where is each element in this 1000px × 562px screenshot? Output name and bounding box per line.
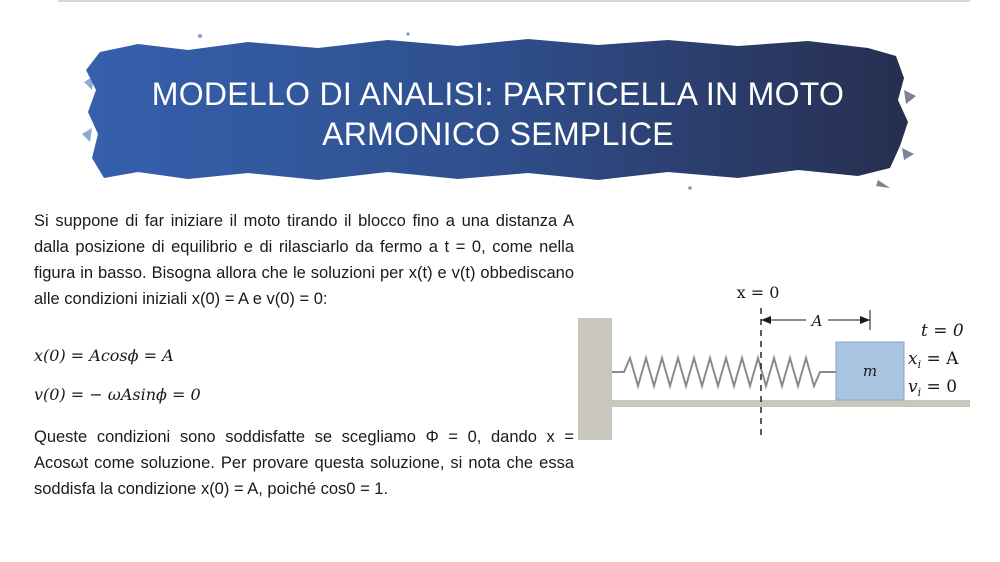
floor	[612, 400, 970, 407]
condition-position-val: = A	[921, 349, 959, 369]
equilibrium-label: x = 0	[736, 283, 780, 302]
condition-velocity-val: = 0	[921, 377, 958, 397]
condition-position-var: x	[908, 349, 918, 369]
condition-velocity-var: v	[908, 377, 918, 397]
spring-block-figure	[578, 278, 970, 448]
amplitude-arrow-left-head	[761, 316, 771, 324]
title-banner	[78, 30, 918, 190]
condition-velocity	[908, 377, 957, 399]
spring-block-diagram	[578, 278, 970, 448]
conclusion-paragraph: Queste condizioni sono soddisfatte se scegliamo Φ = 0, dando x = Acosωt come soluzione. Per provare questa soluzione, si nota che essa soddisfa la condizione x(0) = A, poiché cos0 = 1.	[34, 428, 574, 498]
intro-paragraph	[34, 208, 574, 312]
equation-velocity: v(0) = − ωAsinϕ = 0	[34, 385, 201, 404]
condition-position	[908, 349, 959, 371]
top-divider	[58, 0, 970, 2]
spring	[612, 358, 836, 386]
wall	[578, 318, 612, 440]
condition-time: t = 0	[921, 321, 964, 341]
equation-position: x(0) = Acosϕ = A	[34, 346, 174, 365]
condition-position-sub: i	[917, 358, 922, 371]
paragraph-initial-conditions: Si suppone di far iniziare il moto tirando il blocco fino a una distanza A dalla posizione di equilibrio e di rilasciarlo da fermo a t = 0, come nella figura in basso. Bisogna allora che le soluzioni per x(t) e v(t) obbediscano alle condizioni iniziali x(0) = A e v(0) = 0:	[34, 212, 574, 308]
block-label: m	[862, 362, 878, 380]
amplitude-arrow-right-head	[860, 316, 870, 324]
condition-velocity-sub: i	[917, 386, 922, 399]
slide-title: MODELLO DI ANALISI: PARTICELLA IN MOTO ARMONICO SEMPLICE	[151, 76, 845, 152]
amplitude-label: A	[811, 312, 823, 330]
